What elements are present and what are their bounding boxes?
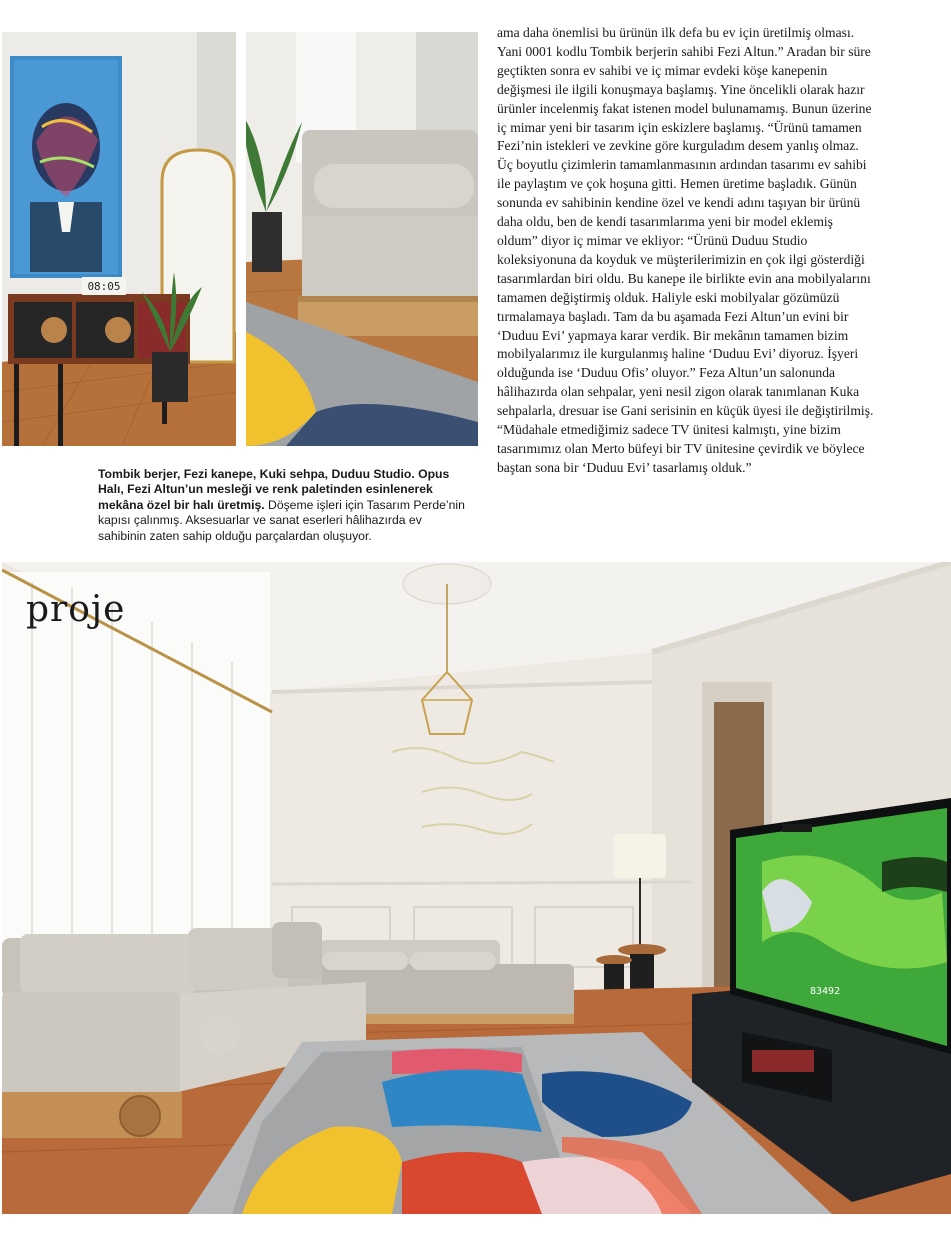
caption-credits: Tombik berjer, Fezi kanepe, Kuki sehpa, Duduu Studio. Opus Halı, Fezi Altun’un mesleği ve renk paletinden esinlenerek mekâna özel bir halı üretmiş. — [98, 467, 450, 512]
photo-living-room — [2, 562, 951, 1214]
caption-note: Döşeme işleri için Tasarım Perde’nin kapısı çalınmış. Aksesuarlar ve sanat eserleri hâlihazırda ev sahibinin zaten sahip olduğu parçalardan oluşuyor. — [98, 497, 465, 543]
photo-sofa-detail — [246, 32, 478, 446]
section-label: proje — [26, 589, 126, 630]
tv-screen-readout: 83492 — [810, 986, 841, 997]
console-clock-readout: 08:05 — [87, 280, 121, 293]
photo-caption — [98, 467, 468, 544]
article-body: ama daha önemlisi bu ürünün ilk defa bu ev için üretilmiş olması. Yani 0001 kodlu Tombik berjerin sahibi Fezi Altun.” Aradan bir süre geçtikten sonra ev sahibi ve iç mimar evdeki köşe kanepenin değişmesi ile ilgili konuşmaya başlamış. Yine öncelikli olarak hazır ürünler incelenmiş fakat istenen model bulunamamış. Bunun üzerine iç mimar yeni bir tasarım için eskizlere başlamış. “Ürünü tamamen Fezi’nin istekleri ve zevkine göre kurguladım desem yanlış olmaz. Üç boyutlu çizimlerin tamamlanmasının ardından tasarımı ev sahibi ile paylaştım ve çok hoşuna gitti. Hemen üretime başladık. Günün sonunda ev sahibinin kendine özel ve kendi adını taşıyan bir ürünü daha oldu, ben de kendi tasarımlarıma yeni bir model eklemiş oldum” diyor iç mimar ve ekliyor: “Ürünü Duduu Studio koleksiyonuna da koyduk ve müşterilerimizin en çok ilgi gösterdiği tasarımlardan biri oldu. Bu kanepe ile birlikte evin ana mobilyalarını tamamen değiştirmiş olduk. Haliyle eski mobilyalar gözümüzü tırmalamaya başladı. Tam da bu aşamada Fezi Altun’un evini bir ‘Duduu Evi’ yapmaya karar verdik. Bir mekânın tamamen bizim mobilyalarımız ile kurgulanmış haline ‘Duduu Evi’ diyoruz. İşyeri olduğunda ise ‘Duduu Ofis’ oluyor.” Feza Altun’un salonunda hâlihazırda olan sehpalar, yeni nesil zigon olarak tanımlanan Kuka sehpalarla, dresuar ise Gani serisinin en küçük üyesi ile değiştirilmiş. “Müdahale etmediğimiz sadece TV ünitesi kalmıştı, yine bizim tasarımımız olan Merto büfeyi bir TV ünitesine çevirdik ve böylece baştan sona bir ‘Duduu Evi’ tasarlamış olduk.” — [497, 25, 874, 475]
photo-console-painting-mirror — [2, 32, 236, 446]
